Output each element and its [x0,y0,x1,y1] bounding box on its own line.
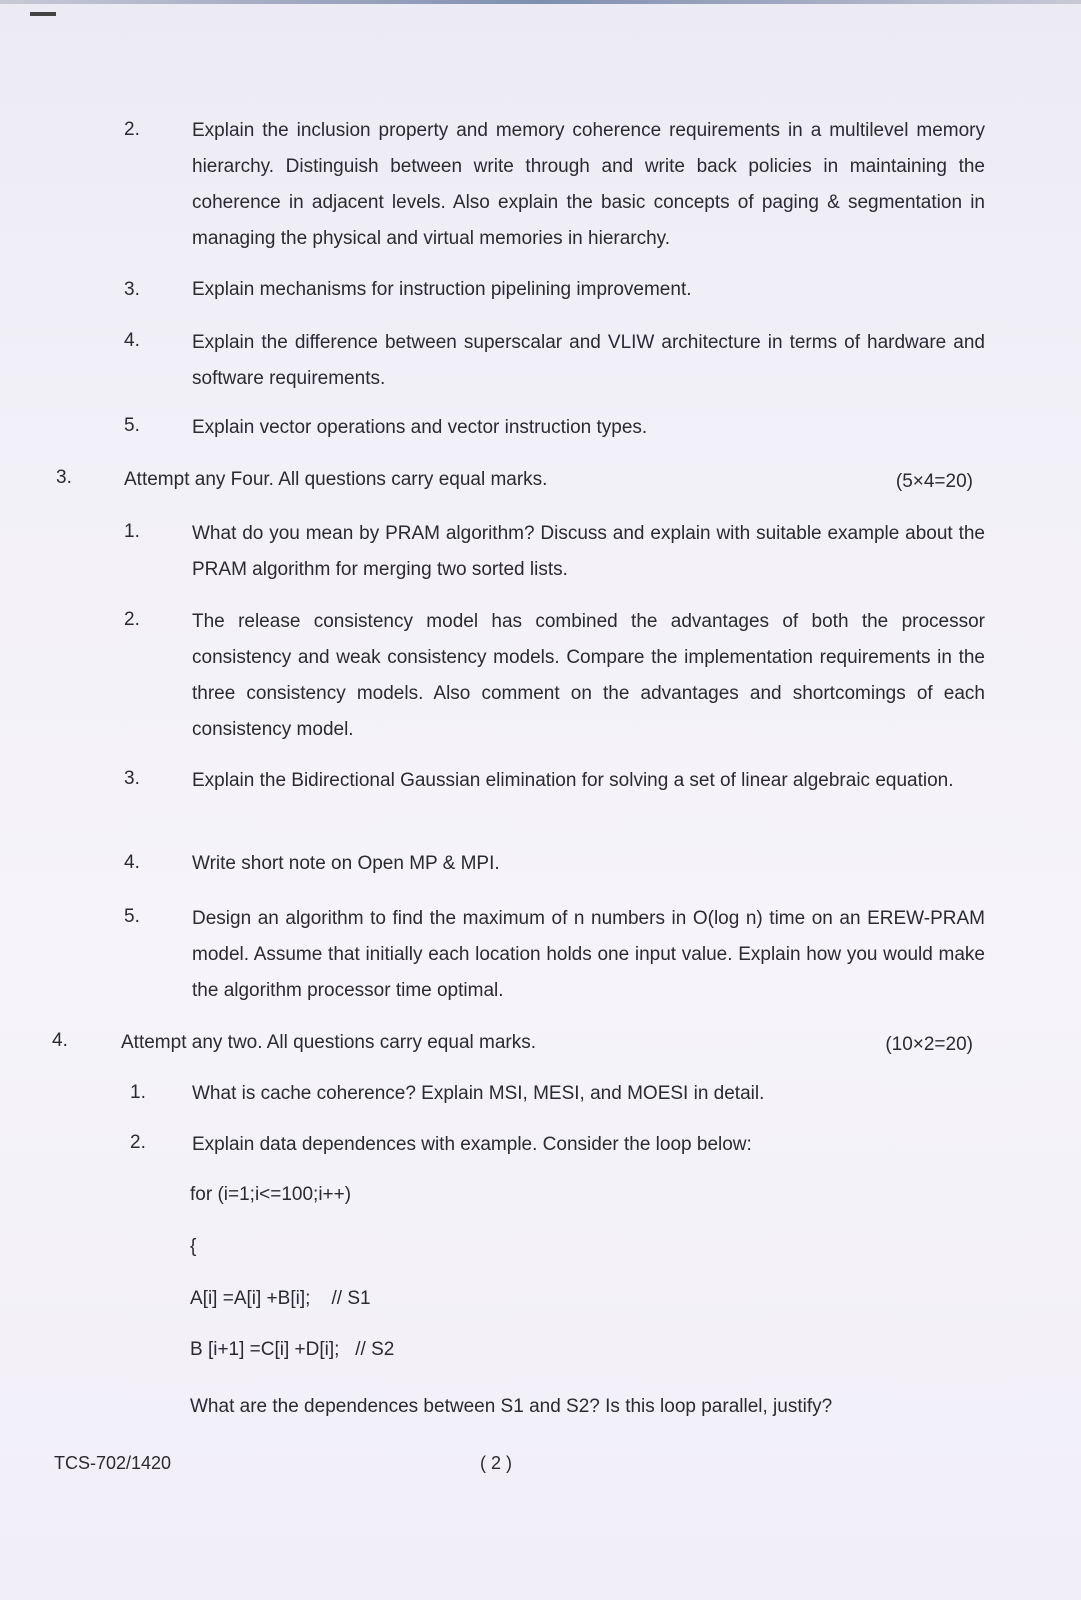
question-text: Design an algorithm to find the maximum of n numbers in O(log n) time on an EREW-PRAM model. Assume that initially each location holds one input value. Explain how you would make the algorithm processor time optimal. [192,908,985,1001]
section-number: 3. [56,467,72,488]
question-text: Explain the difference between superscalar and VLIW architecture in terms of hardware and software requirements. [192,332,985,389]
code-line: { [190,1236,197,1257]
section-number: 4. [52,1030,68,1051]
item-number: 2. [130,1132,146,1153]
item-number: 3. [124,279,140,300]
code-line: for (i=1;i<=100;i++) [190,1184,352,1205]
section-heading: Attempt any two. All questions carry equal marks. [121,1032,537,1053]
footer-paper-code: TCS-702/1420 [54,1453,172,1473]
scan-mark [30,12,56,16]
item-number: 1. [124,521,140,542]
question-text: Explain the inclusion property and memory coherence requirements in a multilevel memory hierarchy. Distinguish between write through and write back policies in maintaining the coherence in adjacent levels. Also explain the basic concepts of paging & segmentation in managing the physical and virtual memories in hierarchy. [192,120,985,249]
section-heading: Attempt any Four. All questions carry equal marks. [124,469,548,490]
item-number: 5. [124,415,140,436]
item-number: 2. [124,609,140,630]
question-text: Explain data dependences with example. Consider the loop below: [192,1134,752,1155]
footer-page-number: ( 2 ) [480,1453,513,1473]
section-marks: (5×4=20) [895,471,973,492]
item-number: 1. [130,1082,146,1103]
question-text: The release consistency model has combined the advantages of both the processor consistency and weak consistency models. Compare the implementation requirements in the three consistency models. Also comment on the advantages and shortcomings of each consistency model. [192,611,985,740]
question-text: What do you mean by PRAM algorithm? Discuss and explain with suitable example about the PRAM algorithm for merging two sorted lists. [192,523,985,580]
item-number: 3. [124,768,140,789]
question-text: Write short note on Open MP & MPI. [192,853,500,874]
item-number: 5. [124,906,140,927]
question-text: Explain the Bidirectional Gaussian elimination for solving a set of linear algebraic equation. [192,770,954,791]
item-number: 2. [124,119,140,140]
scan-edge [0,0,1081,4]
code-line: A[i] =A[i] +B[i]; // S1 [190,1288,371,1309]
section-marks: (10×2=20) [885,1034,973,1055]
question-text: What are the dependences between S1 and S2? Is this loop parallel, justify? [190,1396,833,1417]
question-text: Explain vector operations and vector instruction types. [192,417,648,438]
item-number: 4. [124,330,140,351]
item-number: 4. [124,852,140,873]
code-line: B [i+1] =C[i] +D[i]; // S2 [190,1339,395,1360]
question-text: What is cache coherence? Explain MSI, MESI, and MOESI in detail. [192,1083,765,1104]
question-text: Explain mechanisms for instruction pipelining improvement. [192,279,692,300]
